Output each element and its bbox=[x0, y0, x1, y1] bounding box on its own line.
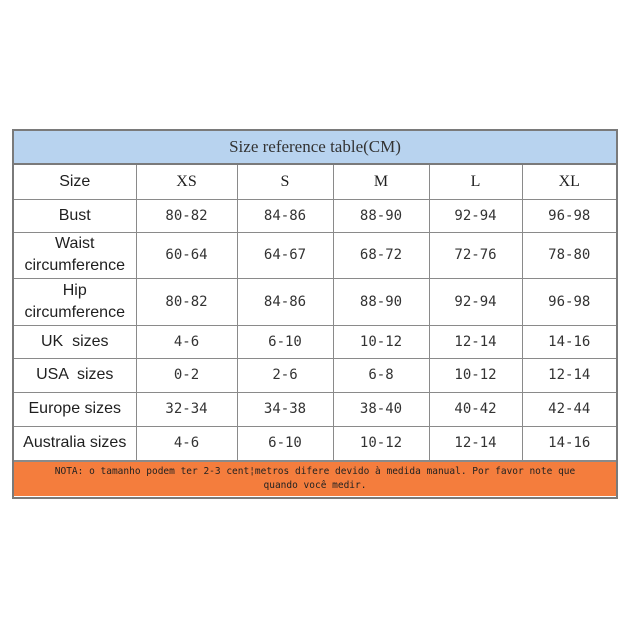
row-label-line: UK sizes bbox=[40, 332, 109, 350]
row-label bbox=[14, 199, 136, 232]
row-label-line: Australia sizes bbox=[23, 434, 127, 451]
size-header-xl: XL bbox=[522, 165, 616, 199]
row-label-line: Hip bbox=[62, 281, 87, 299]
table-cell: 84-86 bbox=[237, 199, 333, 232]
row-label bbox=[14, 392, 136, 426]
row-label bbox=[14, 278, 136, 325]
table-cell: 96-98 bbox=[522, 199, 616, 232]
row-label-line: USA sizes bbox=[36, 366, 114, 383]
table-cell: 72-76 bbox=[429, 232, 522, 278]
table-cell: 34-38 bbox=[237, 392, 333, 426]
size-header-m: M bbox=[333, 165, 429, 199]
table-cell: 6-10 bbox=[237, 426, 333, 460]
table-row bbox=[14, 278, 616, 325]
table-cell: 6-10 bbox=[237, 325, 333, 358]
table-cell: 12-14 bbox=[522, 358, 616, 392]
table-row bbox=[14, 426, 616, 460]
table-cell: 92-94 bbox=[429, 278, 522, 325]
table-cell: 40-42 bbox=[429, 392, 522, 426]
table-cell: 60-64 bbox=[136, 232, 237, 278]
table-cell: 4-6 bbox=[136, 426, 237, 460]
table-cell: 88-90 bbox=[333, 199, 429, 232]
table-row bbox=[14, 392, 616, 426]
size-reference-table bbox=[12, 129, 618, 499]
note-line: quando você medir. bbox=[263, 479, 367, 491]
size-header-s: S bbox=[237, 165, 333, 199]
header-row bbox=[14, 165, 616, 199]
table-cell: 10-12 bbox=[333, 325, 429, 358]
table-cell: 12-14 bbox=[429, 325, 522, 358]
table-cell: 14-16 bbox=[522, 325, 616, 358]
table-title: Size reference table(CM) bbox=[14, 131, 616, 165]
table-cell: 14-16 bbox=[522, 426, 616, 460]
row-label-line: circumference bbox=[24, 303, 125, 321]
row-label bbox=[14, 232, 136, 278]
table-cell: 10-12 bbox=[333, 426, 429, 460]
row-label-line: Bust bbox=[58, 206, 91, 224]
table-cell: 32-34 bbox=[136, 392, 237, 426]
table-cell: 68-72 bbox=[333, 232, 429, 278]
table-row bbox=[14, 358, 616, 392]
table-row bbox=[14, 325, 616, 358]
size-header-xs: XS bbox=[136, 165, 237, 199]
header-label: Size bbox=[14, 165, 136, 199]
row-label-line: circumference bbox=[24, 257, 125, 274]
table-cell: 10-12 bbox=[429, 358, 522, 392]
table-cell: 64-67 bbox=[237, 232, 333, 278]
table-cell: 6-8 bbox=[333, 358, 429, 392]
table-row bbox=[14, 232, 616, 278]
size-header-l: L bbox=[429, 165, 522, 199]
table-cell: 88-90 bbox=[333, 278, 429, 325]
table-cell: 42-44 bbox=[522, 392, 616, 426]
row-label-line: Waist bbox=[55, 235, 95, 252]
table-cell: 80-82 bbox=[136, 199, 237, 232]
table-cell: 92-94 bbox=[429, 199, 522, 232]
table-cell: 2-6 bbox=[237, 358, 333, 392]
row-label-line: Europe sizes bbox=[28, 400, 121, 417]
table-cell: 80-82 bbox=[136, 278, 237, 325]
table-cell: 96-98 bbox=[522, 278, 616, 325]
row-label bbox=[14, 325, 136, 358]
table-cell: 4-6 bbox=[136, 325, 237, 358]
table-row bbox=[14, 199, 616, 232]
table-cell: 84-86 bbox=[237, 278, 333, 325]
table-cell: 12-14 bbox=[429, 426, 522, 460]
measurement-note bbox=[14, 461, 616, 496]
row-label bbox=[14, 426, 136, 460]
table-cell: 78-80 bbox=[522, 232, 616, 278]
table-cell: 0-2 bbox=[136, 358, 237, 392]
table-cell: 38-40 bbox=[333, 392, 429, 426]
size-grid bbox=[14, 165, 616, 461]
note-line: NOTA: o tamanho podem ter 2-3 cent¦metros difere devido à medida manual. Por favor note que bbox=[54, 465, 576, 477]
row-label bbox=[14, 358, 136, 392]
